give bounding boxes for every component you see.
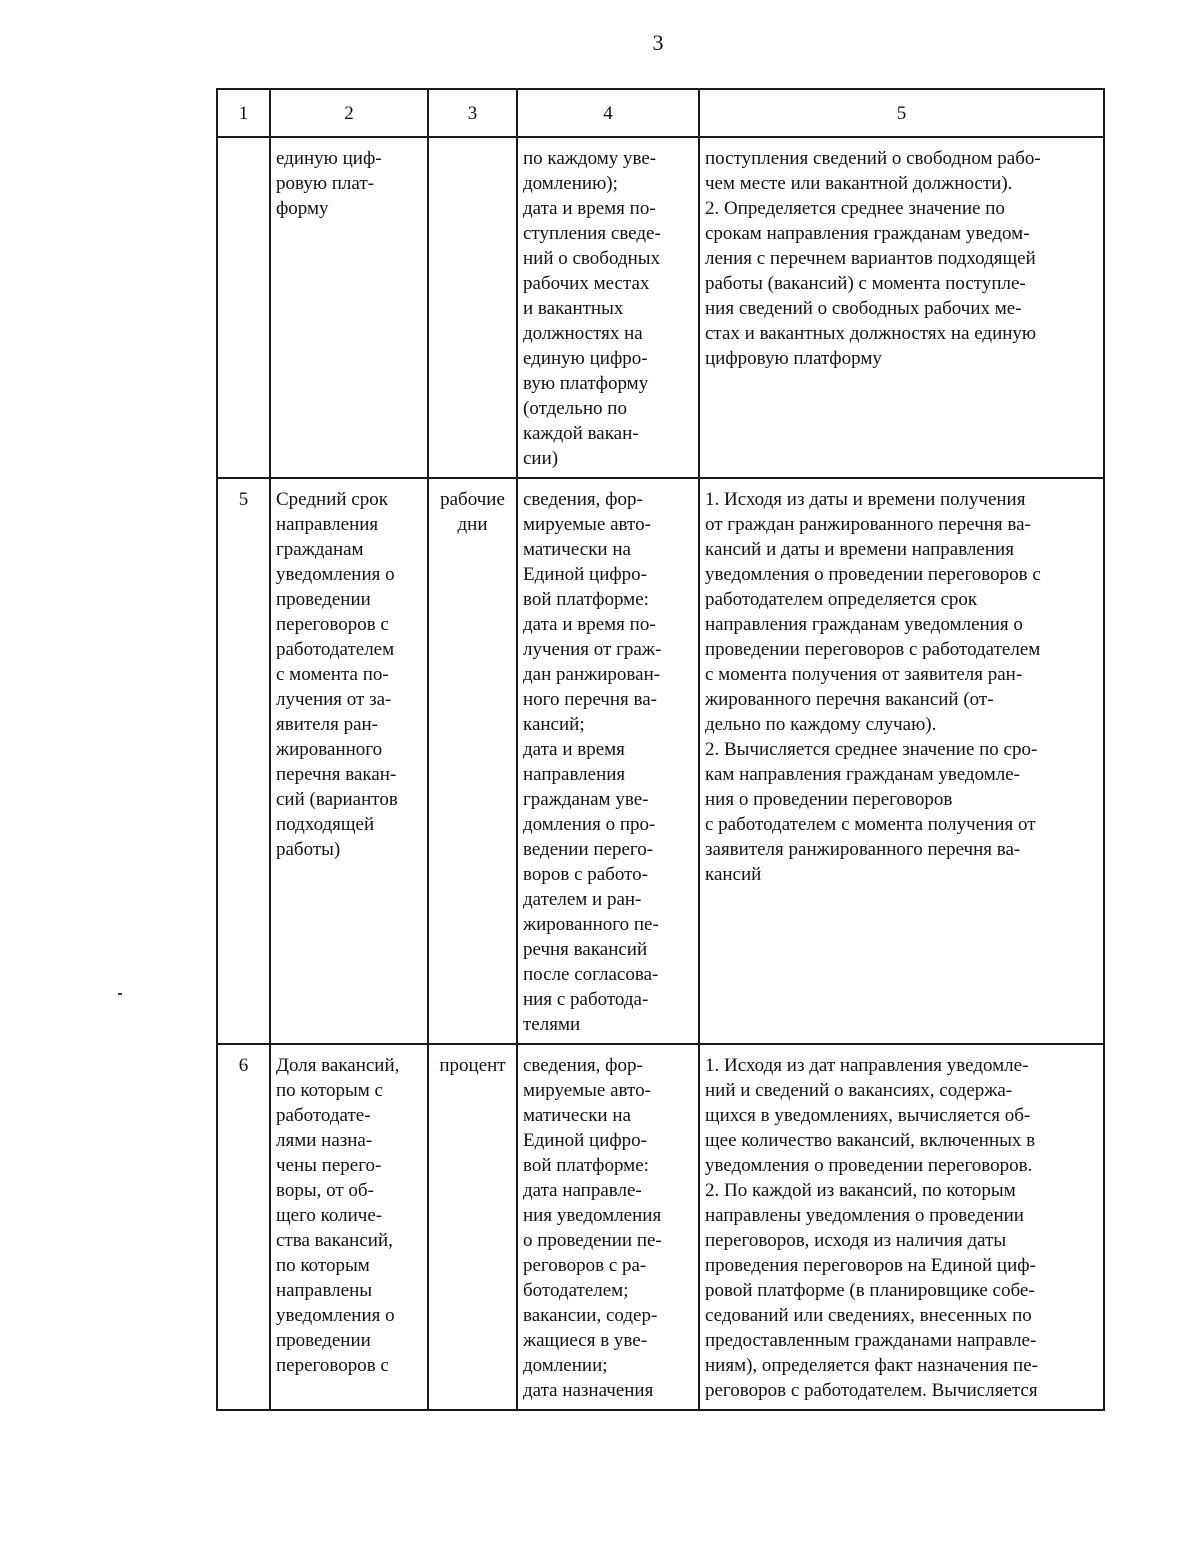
header-col-3: 3 [428,89,517,137]
page-number: 3 [652,30,664,55]
indicator-name: единую циф- ровую плат- форму [270,137,428,478]
data-source: сведения, фор- мируемые авто- матически на Единой цифро- вой платформе: дата и время по- лучения от граж- дан ранжирован- ного перечня ва- кансий; дата и время направления гражданам уве- домления о про- ведении перего- воров с работо- дателем и ран- жированного пе- речня вакансий после согласова- ния с работода- телями [517,478,699,1044]
row-number: 5 [217,478,270,1044]
header-col-2: 2 [270,89,428,137]
header-col-5: 5 [699,89,1104,137]
calculation-method: 1. Исходя из даты и времени получения от граждан ранжированного перечня ва- кансий и даты и времени направления уведомления о проведении переговоров с работодателем определяется срок направления гражданам уведомления о проведении переговоров с работодателем с момента получения от заявителя ран- жированного перечня вакансий (от- дельно по каждому случаю). 2. Вычисляется среднее значение по сро- кам направления гражданам уведомле- ния о проведении переговоров с работодателем с момента получения от заявителя ранжированного перечня ва- кансий [699,478,1104,1044]
header-col-1: 1 [217,89,270,137]
indicator-name: Доля вакансий, по которым с работодате- лями назна- чены перего- воры, от об- щего количе- ства вакансий, по которым направлены уведомления о проведении переговоров с [270,1044,428,1410]
unit-of-measure: процент [428,1044,517,1410]
data-source: сведения, фор- мируемые авто- матически на Единой цифро- вой платформе: дата направле- ния уведомления о проведении пе- реговоров с ра- ботодателем; вакансии, содер- жащиеся в уве- домлении; дата назначения [517,1044,699,1410]
header-col-4: 4 [517,89,699,137]
row-number: 6 [217,1044,270,1410]
table-row [217,137,1104,478]
data-source: по каждому уве- домлению); дата и время по- ступления сведе- ний о свободных рабочих местах и вакантных должностях на единую цифро- вую платформу (отдельно по каждой вакан- сии) [517,137,699,478]
unit-of-measure [428,137,517,478]
row-number [217,137,270,478]
indicator-name: Средний срок направления гражданам уведомления о проведении переговоров с работодателем с момента по- лучения от за- явителя ран- жированного перечня вакан- сий (вариантов подходящей работы) [270,478,428,1044]
calculation-method: 1. Исходя из дат направления уведомле- ний и сведений о вакансиях, содержа- щихся в уведомлениях, вычисляется об- щее количество вакансий, включенных в уведомления о проведении переговоров. 2. По каждой из вакансий, по которым направлены уведомления о проведении переговоров, исходя из наличия даты проведения переговоров на Единой циф- ровой платформе (в планировщике собе- седований или сведениях, внесенных по предоставленным гражданами направле- ниям), определяется факт назначения пе- реговоров с работодателем. Вычисляется [699,1044,1104,1410]
calculation-method: поступления сведений о свободном рабо- чем месте или вакантной должности). 2. Определяется среднее значение по срокам направления гражданам уведом- ления с перечнем вариантов подходящей работы (вакансий) с момента поступле- ния сведений о свободных рабочих ме- стах и вакантных должностях на единую цифровую платформу [699,137,1104,478]
indicator-table [216,88,1105,1411]
table-row [217,1044,1104,1410]
table-header-row [217,89,1104,137]
table-row [217,478,1104,1044]
unit-of-measure: рабочие дни [428,478,517,1044]
scan-artifact-mark [118,993,122,995]
